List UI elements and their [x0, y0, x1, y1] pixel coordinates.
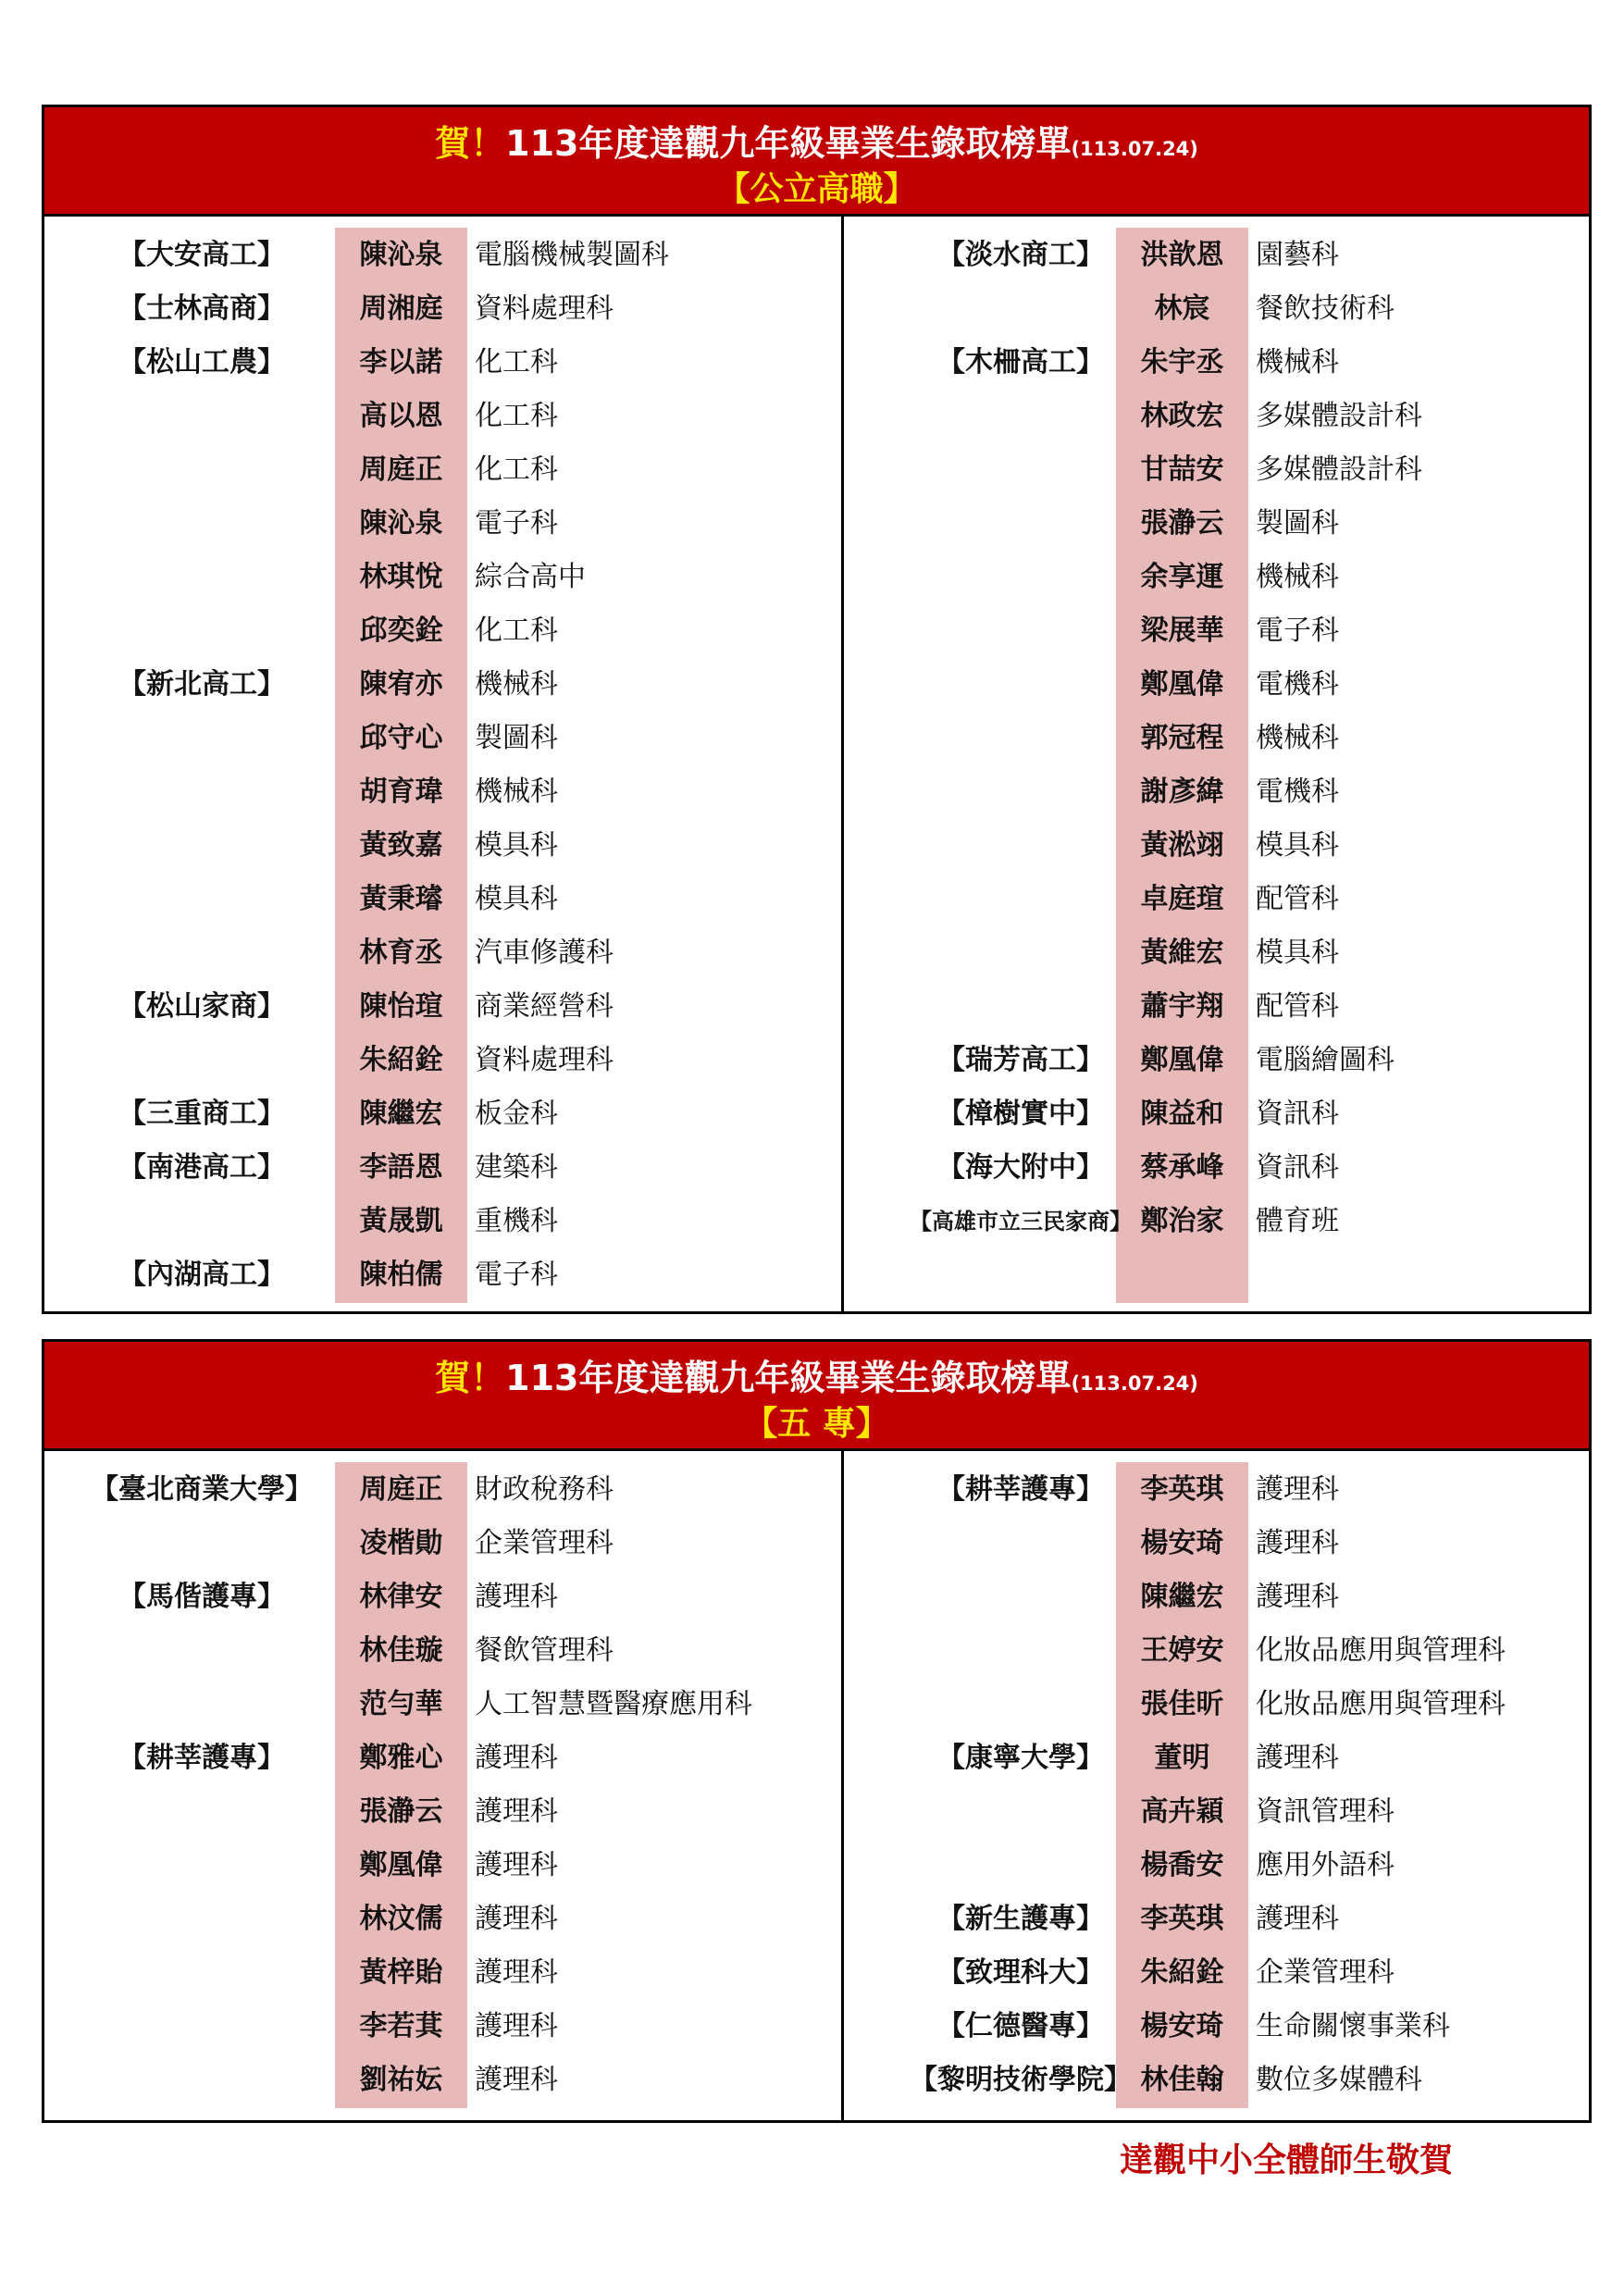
student-name: 周湘庭	[359, 292, 443, 325]
student-name: 林佳璇	[359, 1634, 443, 1667]
list-item	[44, 1517, 1589, 1570]
school-name: 【耕莘護專】	[118, 1742, 285, 1774]
department-name: 化工科	[475, 614, 558, 647]
list-item	[44, 229, 1589, 282]
student-name: 余享運	[1140, 561, 1224, 593]
department-name: 企業管理科	[1256, 1956, 1395, 1989]
student-name: 高以恩	[359, 400, 443, 432]
student-name: 朱紹銓	[359, 1044, 443, 1076]
student-name: 邱守心	[359, 722, 443, 754]
department-name: 電腦機械製圖科	[475, 239, 669, 271]
student-name: 林政宏	[1140, 400, 1224, 432]
section-title	[44, 115, 1589, 166]
school-name: 【黎明技術學院】	[910, 2064, 1132, 2096]
student-name: 楊安琦	[1140, 1527, 1224, 1559]
student-name: 高卉穎	[1140, 1795, 1224, 1828]
department-name: 資訊科	[1256, 1098, 1339, 1130]
student-name: 李英琪	[1140, 1473, 1224, 1506]
student-name: 黃維宏	[1140, 937, 1224, 969]
school-name: 【致理科大】	[937, 1956, 1104, 1989]
list-item	[44, 1248, 1589, 1302]
department-name: 財政稅務科	[475, 1473, 614, 1506]
department-name: 企業管理科	[475, 1527, 614, 1559]
list-item	[44, 819, 1589, 873]
list-item	[44, 1087, 1589, 1141]
section-header	[44, 107, 1589, 217]
department-name: 資訊科	[1256, 1151, 1339, 1184]
student-name: 鄭雅心	[359, 1742, 443, 1774]
school-name: 【內湖高工】	[118, 1259, 285, 1291]
school-name: 【馬偕護專】	[118, 1581, 285, 1613]
school-name: 【木柵高工】	[937, 346, 1104, 379]
department-name: 電機科	[1256, 776, 1339, 808]
department-name: 模具科	[475, 829, 558, 862]
department-name: 建築科	[475, 1151, 558, 1184]
student-name: 董明	[1154, 1742, 1210, 1774]
title-date: (113.07.24)	[1071, 138, 1198, 160]
department-name: 護理科	[475, 1956, 558, 1989]
student-name: 胡育瑋	[359, 776, 443, 808]
student-name: 李英琪	[1140, 1903, 1224, 1935]
student-name: 鄭凰偉	[359, 1849, 443, 1881]
student-name: 黃晟凱	[359, 1205, 443, 1237]
list-item	[44, 1678, 1589, 1731]
student-name: 林宸	[1154, 292, 1210, 325]
department-name: 商業經營科	[475, 990, 614, 1023]
department-name: 多媒體設計科	[1256, 453, 1422, 486]
school-name: 【海大附中】	[937, 1151, 1104, 1184]
department-name: 配管科	[1256, 990, 1339, 1023]
department-name: 護理科	[1256, 1903, 1339, 1935]
department-name: 護理科	[475, 2064, 558, 2096]
school-name: 【仁德醫專】	[937, 2010, 1104, 2042]
school-name: 【耕莘護專】	[937, 1473, 1104, 1506]
student-name: 張瀞云	[359, 1795, 443, 1828]
list-item	[44, 1034, 1589, 1087]
list-item	[44, 712, 1589, 765]
list-item	[44, 873, 1589, 926]
title-prefix: 賀！	[435, 123, 506, 164]
department-name: 機械科	[475, 776, 558, 808]
student-name: 陳怡瑄	[359, 990, 443, 1023]
list-item	[44, 604, 1589, 658]
student-name: 林佳翰	[1140, 2064, 1224, 2096]
title-date: (113.07.24)	[1071, 1372, 1198, 1395]
department-name: 護理科	[1256, 1581, 1339, 1613]
department-name: 化妝品應用與管理科	[1256, 1688, 1506, 1720]
department-name: 化妝品應用與管理科	[1256, 1634, 1506, 1667]
department-name: 園藝科	[1256, 239, 1339, 271]
student-name: 李若萁	[359, 2010, 443, 2042]
student-name: 邱奕銓	[359, 614, 443, 647]
student-name: 郭冠程	[1140, 722, 1224, 754]
student-name: 黃致嘉	[359, 829, 443, 862]
department-name: 護理科	[1256, 1527, 1339, 1559]
title-main: 113年度達觀九年級畢業生錄取榜單	[505, 123, 1072, 164]
student-name: 朱宇丞	[1140, 346, 1224, 379]
department-name: 模具科	[475, 883, 558, 915]
student-name: 林琪悅	[359, 561, 443, 593]
department-name: 重機科	[475, 1205, 558, 1237]
department-name: 資料處理科	[475, 1044, 614, 1076]
list-item	[44, 443, 1589, 497]
student-name: 劉祐妘	[359, 2064, 443, 2096]
department-name: 護理科	[475, 1795, 558, 1828]
student-name: 黃淞翊	[1140, 829, 1224, 862]
student-name: 鄭凰偉	[1140, 668, 1224, 701]
student-name: 黃秉璿	[359, 883, 443, 915]
list-item	[44, 1839, 1589, 1893]
department-name: 製圖科	[1256, 507, 1339, 540]
department-name: 護理科	[475, 1581, 558, 1613]
department-name: 電機科	[1256, 668, 1339, 701]
list-item	[44, 497, 1589, 551]
section-header	[44, 1342, 1589, 1451]
list-item	[44, 926, 1589, 980]
section-junior-college	[42, 1339, 1592, 2123]
list-item	[44, 1946, 1589, 2000]
department-name: 電子科	[475, 1259, 558, 1291]
school-name: 【松山家商】	[118, 990, 285, 1023]
student-name: 朱紹銓	[1140, 1956, 1224, 1989]
section-vocational-high	[42, 105, 1592, 1314]
department-name: 餐飲技術科	[1256, 292, 1395, 325]
school-name: 【新北高工】	[118, 668, 285, 701]
department-name: 人工智慧暨醫療應用科	[475, 1688, 752, 1720]
student-name: 陳繼宏	[1140, 1581, 1224, 1613]
department-name: 護理科	[475, 1742, 558, 1774]
student-name: 楊安琦	[1140, 2010, 1224, 2042]
department-name: 多媒體設計科	[1256, 400, 1422, 432]
student-name: 李語恩	[359, 1151, 443, 1184]
department-name: 綜合高中	[475, 561, 586, 593]
department-name: 機械科	[475, 668, 558, 701]
list-item	[44, 2054, 1589, 2107]
department-name: 化工科	[475, 346, 558, 379]
title-main: 113年度達觀九年級畢業生錄取榜單	[505, 1358, 1072, 1398]
list-item	[44, 1785, 1589, 1839]
student-name: 陳沁泉	[359, 239, 443, 271]
student-name: 周庭正	[359, 1473, 443, 1506]
school-name: 【大安高工】	[118, 239, 285, 271]
student-name: 李以諾	[359, 346, 443, 379]
student-name: 蔡承峰	[1140, 1151, 1224, 1184]
student-name: 鄭凰偉	[1140, 1044, 1224, 1076]
student-name: 張瀞云	[1140, 507, 1224, 540]
student-name: 蕭宇翔	[1140, 990, 1224, 1023]
school-name: 【三重商工】	[118, 1098, 285, 1130]
student-name: 甘喆安	[1140, 453, 1224, 486]
department-name: 板金科	[475, 1098, 558, 1130]
student-name: 陳益和	[1140, 1098, 1224, 1130]
department-name: 護理科	[475, 1903, 558, 1935]
department-name: 電子科	[1256, 614, 1339, 647]
list-item	[44, 551, 1589, 604]
department-name: 化工科	[475, 400, 558, 432]
school-name: 【松山工農】	[118, 346, 285, 379]
student-name: 鄭治家	[1140, 1205, 1224, 1237]
student-name: 謝彥緯	[1140, 776, 1224, 808]
department-name: 配管科	[1256, 883, 1339, 915]
list-item	[44, 282, 1589, 336]
student-name: 林汶儒	[359, 1903, 443, 1935]
list-item	[44, 1731, 1589, 1785]
student-name: 周庭正	[359, 453, 443, 486]
department-name: 模具科	[1256, 829, 1339, 862]
student-name: 洪歆恩	[1140, 239, 1224, 271]
list-item	[44, 765, 1589, 819]
list-item	[44, 336, 1589, 390]
school-name: 【臺北商業大學】	[91, 1473, 313, 1506]
department-name: 餐飲管理科	[475, 1634, 614, 1667]
department-name: 化工科	[475, 453, 558, 486]
list-item	[44, 658, 1589, 712]
student-name: 陳沁泉	[359, 507, 443, 540]
student-name: 陳柏儒	[359, 1259, 443, 1291]
department-name: 護理科	[475, 1849, 558, 1881]
school-name: 【士林高商】	[118, 292, 285, 325]
department-name: 機械科	[1256, 346, 1339, 379]
department-name: 應用外語科	[1256, 1849, 1395, 1881]
list-item	[44, 1195, 1589, 1248]
department-name: 電子科	[475, 507, 558, 540]
section-subtitle: 【五 專】	[744, 1405, 889, 1443]
department-name: 體育班	[1256, 1205, 1339, 1237]
department-name: 汽車修護科	[475, 937, 614, 969]
department-name: 護理科	[475, 2010, 558, 2042]
student-name: 王婷安	[1140, 1634, 1224, 1667]
list-item	[44, 1624, 1589, 1678]
list-item	[44, 390, 1589, 443]
list-item	[44, 1893, 1589, 1946]
student-name: 張佳昕	[1140, 1688, 1224, 1720]
student-name: 黃梓貽	[359, 1956, 443, 1989]
department-name: 數位多媒體科	[1256, 2064, 1422, 2096]
list-item	[44, 2000, 1589, 2054]
school-name: 【瑞芳高工】	[937, 1044, 1104, 1076]
department-name: 資料處理科	[475, 292, 614, 325]
department-name: 機械科	[1256, 722, 1339, 754]
school-name: 【康寧大學】	[937, 1742, 1104, 1774]
student-name: 楊喬安	[1140, 1849, 1224, 1881]
list-item	[44, 1141, 1589, 1195]
student-name: 陳宥亦	[359, 668, 443, 701]
title-prefix: 賀！	[435, 1358, 506, 1398]
department-name: 機械科	[1256, 561, 1339, 593]
footer-signature: 達觀中小全體師生敬賀	[1120, 2141, 1454, 2179]
department-name: 製圖科	[475, 722, 558, 754]
student-name: 卓庭瑄	[1140, 883, 1224, 915]
school-name: 【新生護專】	[937, 1903, 1104, 1935]
student-name: 范勻華	[359, 1688, 443, 1720]
school-name: 【南港高工】	[118, 1151, 285, 1184]
department-name: 電腦繪圖科	[1256, 1044, 1395, 1076]
list-item	[44, 980, 1589, 1034]
department-name: 護理科	[1256, 1473, 1339, 1506]
department-name: 模具科	[1256, 937, 1339, 969]
department-name: 生命關懷事業科	[1256, 2010, 1450, 2042]
school-name: 【高雄市立三民家商】	[910, 1209, 1132, 1235]
section-title	[44, 1349, 1589, 1400]
list-item	[44, 1463, 1589, 1517]
school-name: 【樟樹實中】	[937, 1098, 1104, 1130]
student-name: 陳繼宏	[359, 1098, 443, 1130]
student-name: 凌楷勛	[359, 1527, 443, 1559]
school-name: 【淡水商工】	[937, 239, 1104, 271]
department-name: 護理科	[1256, 1742, 1339, 1774]
student-name: 林律安	[359, 1581, 443, 1613]
section-subtitle: 【公立高職】	[716, 170, 917, 208]
student-name: 林育丞	[359, 937, 443, 969]
student-name: 梁展華	[1140, 614, 1224, 647]
department-name: 資訊管理科	[1256, 1795, 1395, 1828]
list-item	[44, 1570, 1589, 1624]
